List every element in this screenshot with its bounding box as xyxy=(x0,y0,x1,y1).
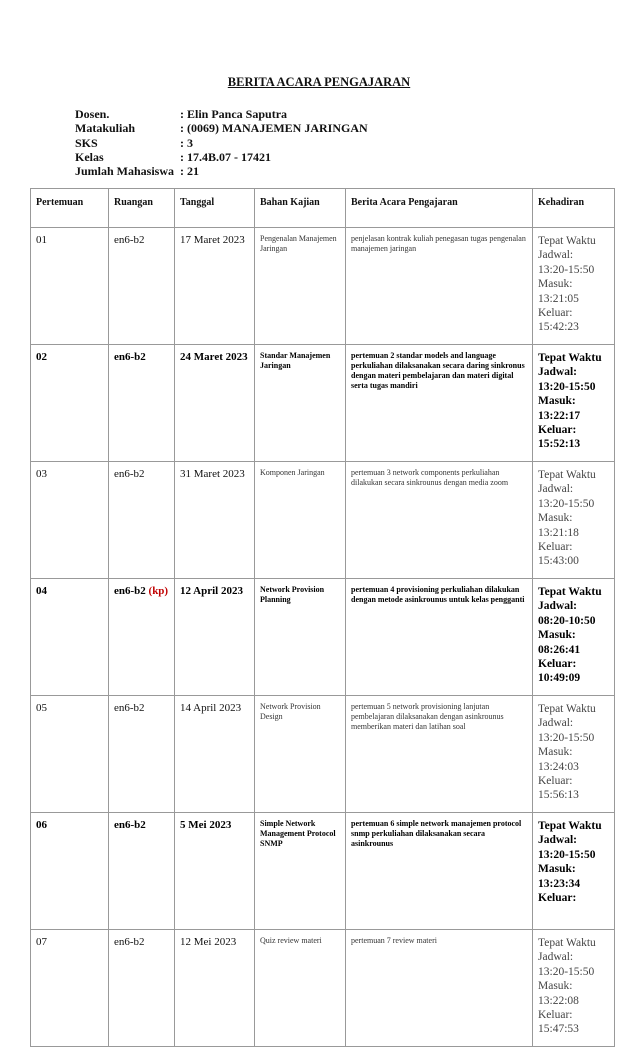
cell-bahan-kajian: Standar Manajemen Jaringan xyxy=(255,345,346,462)
cell-berita-acara: penjelasan kontrak kuliah penegasan tugas pengenalan manajemen jaringan xyxy=(346,228,533,345)
cell-berita-acara: pertemuan 4 provisioning perkuliahan dilakukan dengan metode asinkrounus untuk kelas pengganti xyxy=(346,579,533,696)
cell-kehadiran: Tepat Waktu Jadwal: 13:20-15:50 Masuk: 13:24:03 Keluar: 15:56:13 xyxy=(533,696,615,813)
table-row xyxy=(31,696,615,813)
document-title: BERITA ACARA PENGAJARAN xyxy=(227,75,411,89)
header-pertemuan: Pertemuan xyxy=(31,189,109,228)
cell-tanggal: 24 Maret 2023 xyxy=(175,345,255,462)
cell-pertemuan: 07 xyxy=(31,930,109,1047)
info-row-jumlah-mahasiswa: Jumlah Mahasiswa : 21 xyxy=(75,164,199,179)
cell-kehadiran: Tepat Waktu Jadwal: 13:20-15:50 Masuk: 13:23:34 Keluar: xyxy=(533,813,615,930)
table-row xyxy=(31,228,615,345)
cell-ruangan: en6-b2 (kp) xyxy=(109,579,175,696)
cell-bahan-kajian: Network Provision Planning xyxy=(255,579,346,696)
cell-pertemuan: 04 xyxy=(31,579,109,696)
cell-tanggal: 12 Mei 2023 xyxy=(175,930,255,1047)
course-info xyxy=(75,107,368,178)
info-row-kelas: Kelas : 17.4B.07 - 17421 xyxy=(75,149,271,164)
header-tanggal: Tanggal xyxy=(175,189,255,228)
header-kehadiran: Kehadiran xyxy=(533,189,615,228)
cell-bahan-kajian: Quiz review materi xyxy=(255,930,346,1047)
cell-kehadiran: Tepat Waktu Jadwal: 08:20-10:50 Masuk: 08:26:41 Keluar: 10:49:09 xyxy=(533,579,615,696)
table-row xyxy=(31,813,615,930)
cell-tanggal: 31 Maret 2023 xyxy=(175,462,255,579)
cell-tanggal: 12 April 2023 xyxy=(175,579,255,696)
cell-ruangan: en6-b2 xyxy=(109,345,175,462)
info-row-matakuliah: Matakuliah : (0069) MANAJEMEN JARINGAN xyxy=(75,121,368,136)
table-row xyxy=(31,930,615,1047)
cell-berita-acara: pertemuan 7 review materi xyxy=(346,930,533,1047)
header-berita-acara: Berita Acara Pengajaran xyxy=(346,189,533,228)
table-header-row xyxy=(31,189,615,228)
cell-ruangan: en6-b2 xyxy=(109,930,175,1047)
kelas-pengganti-badge: (kp) xyxy=(148,585,169,597)
cell-ruangan: en6-b2 xyxy=(109,462,175,579)
table-row xyxy=(31,579,615,696)
cell-bahan-kajian: Network Provision Design xyxy=(255,696,346,813)
cell-kehadiran: Tepat Waktu Jadwal: 13:20-15:50 Masuk: 13:22:08 Keluar: 15:47:53 xyxy=(533,930,615,1047)
cell-pertemuan: 01 xyxy=(31,228,109,345)
cell-berita-acara: pertemuan 2 standar models and language perkuliahan dilaksanakan secara daring sinkronus dengan materi pembelajaran dan materi digital serta tugas mandiri xyxy=(346,345,533,462)
cell-berita-acara: pertemuan 5 network provisioning lanjutan pembelajaran dilaksanakan dengan asinkrounus memberikan materi dan latihan soal xyxy=(346,696,533,813)
header-bahan-kajian: Bahan Kajian xyxy=(255,189,346,228)
cell-bahan-kajian: Simple Network Management Protocol SNMP xyxy=(255,813,346,930)
cell-kehadiran: Tepat Waktu Jadwal: 13:20-15:50 Masuk: 13:21:18 Keluar: 15:43:00 xyxy=(533,462,615,579)
attendance-table xyxy=(30,188,615,1047)
cell-pertemuan: 05 xyxy=(31,696,109,813)
info-row-dosen: Dosen. : Elin Panca Saputra xyxy=(75,107,288,121)
cell-pertemuan: 03 xyxy=(31,462,109,579)
cell-pertemuan: 02 xyxy=(31,345,109,462)
cell-pertemuan: 06 xyxy=(31,813,109,930)
cell-ruangan: en6-b2 xyxy=(109,696,175,813)
cell-bahan-kajian: Pengenalan Manajemen Jaringan xyxy=(255,228,346,345)
cell-tanggal: 5 Mei 2023 xyxy=(175,813,255,930)
table-row xyxy=(31,345,615,462)
cell-tanggal: 14 April 2023 xyxy=(175,696,255,813)
table-row xyxy=(31,462,615,579)
cell-kehadiran: Tepat Waktu Jadwal: 13:20-15:50 Masuk: 13:22:17 Keluar: 15:52:13 xyxy=(533,345,615,462)
header-ruangan: Ruangan xyxy=(109,189,175,228)
info-row-sks: SKS : 3 xyxy=(75,135,193,150)
cell-ruangan: en6-b2 xyxy=(109,813,175,930)
cell-berita-acara: pertemuan 3 network components perkuliahan dilakukan secara sinkrounus dengan media zoom xyxy=(346,462,533,579)
cell-kehadiran: Tepat Waktu Jadwal: 13:20-15:50 Masuk: 13:21:05 Keluar: 15:42:23 xyxy=(533,228,615,345)
cell-ruangan: en6-b2 xyxy=(109,228,175,345)
cell-tanggal: 17 Maret 2023 xyxy=(175,228,255,345)
cell-bahan-kajian: Komponen Jaringan xyxy=(255,462,346,579)
cell-berita-acara: pertemuan 6 simple network manajemen protocol snmp perkuliahan dilaksanakan secara asinkrounus xyxy=(346,813,533,930)
